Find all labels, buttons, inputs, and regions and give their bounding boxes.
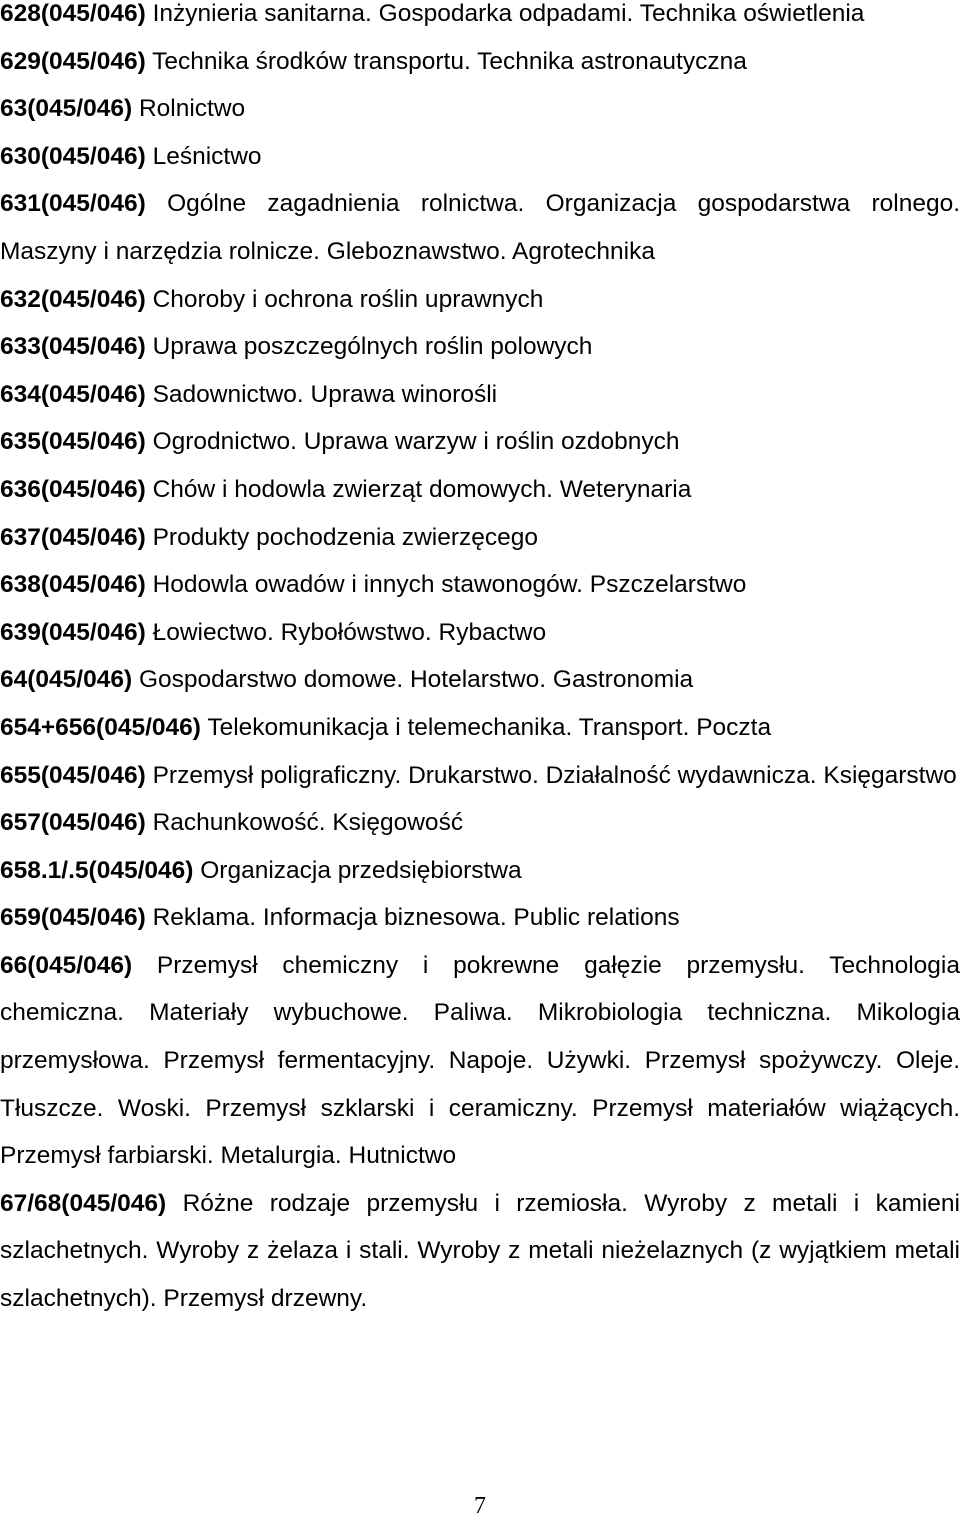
classification-description: Telekomunikacja i telemechanika. Transport. Poczta: [207, 713, 772, 741]
classification-description: Przemysł poligraficzny. Drukarstwo. Działalność wydawnicza. Księgarstwo: [152, 761, 957, 789]
classification-description: Rolnictwo: [138, 95, 246, 123]
classification-entry: [0, 371, 960, 419]
classification-entry: [0, 894, 960, 942]
classification-entry: [0, 799, 960, 847]
classification-entry: [0, 323, 960, 371]
classification-entry: [0, 847, 960, 895]
classification-entry: [0, 1180, 960, 1323]
classification-description: Hodowla owadów i innych stawonogów. Pszczelarstwo: [152, 571, 747, 599]
classification-entry: [0, 38, 960, 86]
classification-description: Różne rodzaje przemysłu i rzemiosła. Wyroby z metali i kamieni szlachetnych. Wyroby z żelaza i stali. Wyroby z metali nieżelaznych (z wyjątkiem metali szlachetnych). Przemysł drzewny.: [0, 1189, 960, 1313]
classification-code: 637(045/046): [0, 523, 146, 551]
classification-description: Rachunkowość. Księgowość: [152, 809, 464, 837]
classification-code: 64(045/046): [0, 666, 133, 694]
classification-entry: [0, 942, 960, 1180]
classification-code: 634(045/046): [0, 380, 146, 408]
classification-description: Uprawa poszczególnych roślin polowych: [152, 333, 593, 361]
classification-description: Technika środków transportu. Technika astronautyczna: [152, 47, 747, 75]
classification-code: 657(045/046): [0, 809, 146, 837]
classification-description: Organizacja przedsiębiorstwa: [200, 856, 522, 884]
classification-code: 630(045/046): [0, 142, 146, 170]
classification-entry: [0, 85, 960, 133]
classification-description: Łowiectwo. Rybołówstwo. Rybactwo: [152, 618, 547, 646]
classification-entry: [0, 418, 960, 466]
classification-description: Choroby i ochrona roślin uprawnych: [152, 285, 544, 313]
classification-code: 632(045/046): [0, 285, 146, 313]
classification-code: 658.1/.5(045/046): [0, 856, 194, 884]
classification-code: 659(045/046): [0, 904, 146, 932]
classification-code: 655(045/046): [0, 761, 146, 789]
classification-code: 66(045/046): [0, 951, 133, 979]
classification-code: 67/68(045/046): [0, 1189, 167, 1217]
classification-code: 639(045/046): [0, 618, 146, 646]
classification-description: Sadownictwo. Uprawa winorośli: [152, 380, 498, 408]
classification-description: Produkty pochodzenia zwierzęcego: [152, 523, 538, 551]
classification-entry: [0, 133, 960, 181]
classification-code: 635(045/046): [0, 428, 146, 456]
classification-entry: [0, 561, 960, 609]
classification-description: Przemysł chemiczny i pokrewne gałęzie przemysłu. Technologia chemiczna. Materiały wybuchowe. Paliwa. Mikrobiologia techniczna. Mikologia przemysłowa. Przemysł fermentacyjny. Napoje. Używki. Przemysł spożywczy. Oleje. Tłuszcze. Woski. Przemysł szklarski i ceramiczny. Przemysł materiałów wiążących. Przemysł farbiarski. Metalurgia. Hutnictwo: [0, 951, 960, 1170]
classification-entry: [0, 514, 960, 562]
classification-entry: [0, 752, 960, 800]
classification-entry: [0, 466, 960, 514]
classification-code: 633(045/046): [0, 333, 146, 361]
classification-code: 654+656(045/046): [0, 713, 201, 741]
classification-description: Ogrodnictwo. Uprawa warzyw i roślin ozdobnych: [152, 428, 680, 456]
classification-entry: [0, 276, 960, 324]
classification-code: 636(045/046): [0, 475, 146, 503]
classification-entry: [0, 656, 960, 704]
classification-code: 638(045/046): [0, 571, 146, 599]
classification-code: 63(045/046): [0, 95, 133, 123]
classification-entry: [0, 704, 960, 752]
classification-entry: [0, 180, 960, 275]
classification-code: 629(045/046): [0, 47, 146, 75]
classification-code: 628(045/046): [0, 0, 146, 27]
classification-description: Inżynieria sanitarna. Gospodarka odpadami. Technika oświetlenia: [152, 0, 865, 27]
classification-code: 631(045/046): [0, 190, 146, 218]
classification-description: Gospodarstwo domowe. Hotelarstwo. Gastronomia: [138, 666, 694, 694]
classification-entry: [0, 0, 960, 38]
classification-description: Ogólne zagadnienia rolnictwa. Organizacja gospodarstwa rolnego. Maszyny i narzędzia rolnicze. Gleboznawstwo. Agrotechnika: [0, 190, 960, 265]
classification-description: Chów i hodowla zwierząt domowych. Weterynaria: [152, 475, 692, 503]
page-number: 7: [474, 1493, 486, 1519]
classification-description: Leśnictwo: [152, 142, 262, 170]
classification-entry: [0, 609, 960, 657]
classification-description: Reklama. Informacja biznesowa. Public relations: [152, 904, 680, 932]
